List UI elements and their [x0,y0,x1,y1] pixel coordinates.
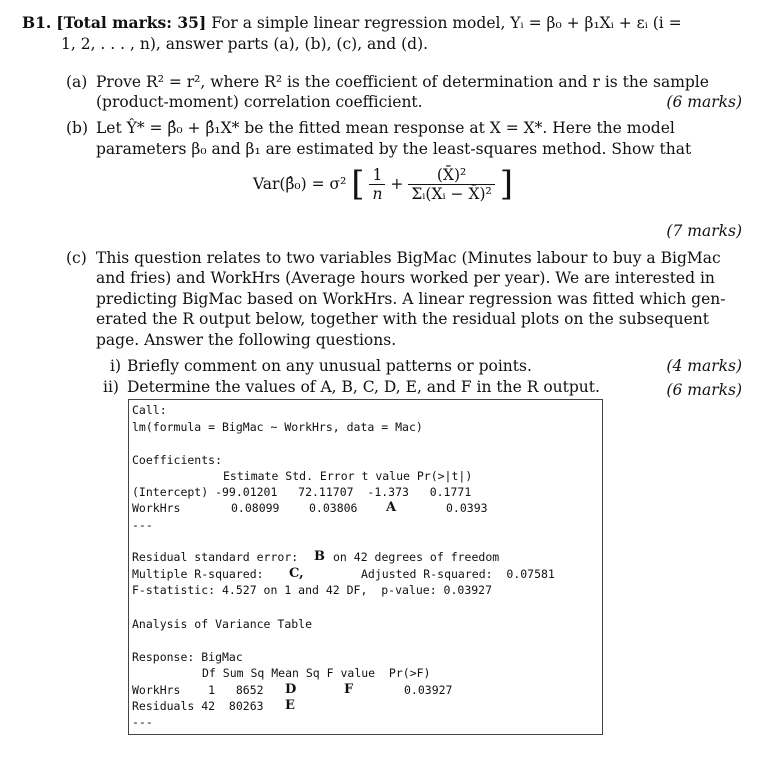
r-rse-suffix: on 42 degrees of freedom [333,550,500,564]
r-workhrs-se: 0.03806 [309,501,358,515]
part-c-line5: page. Answer the following questions. [96,331,397,349]
r-adj-r2: Adjusted R-squared: 0.07581 [361,567,555,581]
formula-close-bracket: ] [499,164,513,204]
part-c-line3: predicting BigMac based on WorkHrs. A linear regression was fitted which gen- [96,290,726,308]
question-header [22,13,682,33]
r-response: Response: BigMac [132,650,243,664]
r-anova-resid-prefix: Residuals 42 80263 [132,699,264,713]
r-anova-header: Analysis of Variance Table [132,617,313,631]
part-b-label: (b) [66,119,89,137]
part-a-marks: (6 marks) [666,93,742,111]
r-separator-2: --- [132,715,153,729]
variance-formula [253,164,513,204]
r-mr2-prefix: Multiple R-squared: [132,567,264,581]
formula-plus: + [390,175,404,193]
r-fstat: F-statistic: 4.527 on 1 and 42 DF, p-value: 0.03927 [132,583,493,597]
r-separator-1: --- [132,518,153,532]
placeholder-e: E [285,698,295,713]
placeholder-f: F [344,682,354,697]
sub-i-label: i) [110,357,122,375]
r-call-header: Call: [132,403,167,417]
placeholder-d: D [285,682,297,697]
r-output-box [128,399,603,735]
r-intercept-row: (Intercept) -99.01201 72.11707 -1.373 0.1771 [132,485,472,499]
part-a-line1: Prove R² = r², where R² is the coefficient of determination and r is the sample [96,73,709,91]
total-marks: [Total marks: 35] [56,13,207,32]
r-workhrs-p: 0.0393 [446,501,488,515]
placeholder-b: B [314,549,325,564]
sub-ii-marks: (6 marks) [666,381,742,399]
sub-ii-label: ii) [103,378,119,396]
formula-lhs: Var(β̂₀) = σ² [253,175,347,193]
sub-ii-text: Determine the values of A, B, C, D, E, and F in the R output. [127,378,600,396]
r-anova-workhrs-prefix: WorkHrs 1 8652 [132,683,264,697]
r-anova-workhrs-p: 0.03927 [404,683,453,697]
part-c-line1: This question relates to two variables BigMac (Minutes labour to buy a BigMac [96,249,721,267]
part-b-line1: Let Ŷ* = β̂₀ + β̂₁X* be the fitted mean response at X = X*. Here the model [96,119,675,137]
r-workhrs-estimate: 0.08099 [231,501,280,515]
part-b-line2: parameters β₀ and β₁ are estimated by the least-squares method. Show that [96,140,692,158]
r-coef-columns: Estimate Std. Error t value Pr(>|t|) [223,469,473,483]
question-intro-line2: 1, 2, . . . , n), answer parts (a), (b), (c), and (d). [61,35,429,53]
r-workhrs-name: WorkHrs [132,501,181,515]
question-label: B1. [22,13,52,32]
part-c-label: (c) [66,249,87,267]
part-a-label: (a) [66,73,88,91]
part-c-line2: and fries) and WorkHrs (Average hours worked per year). We are interested in [96,269,715,287]
formula-frac2: $\frac{\text{(X̄)²}}{\text{Σᵢ(Xᵢ − X̄)²}}$ [408,166,494,203]
placeholder-a: A [386,500,397,515]
question-intro-line1: For a simple linear regression model, Yᵢ = β₀ + β₁Xᵢ + εᵢ (i = [211,14,682,32]
r-call: lm(formula = BigMac ~ WorkHrs, data = Mac) [132,420,423,434]
placeholder-c: C, [289,566,304,581]
part-c-line4: erated the R output below, together with the residual plots on the subsequent [96,310,709,328]
sub-i-marks: (4 marks) [666,357,742,375]
r-coef-header: Coefficients: [132,453,223,467]
formula-frac1: $\frac{1}{n}$ [369,166,385,203]
part-a-line2: (product-moment) correlation coefficient. [96,93,423,111]
part-b-marks: (7 marks) [666,222,742,240]
sub-i-text: Briefly comment on any unusual patterns or points. [127,357,532,375]
r-anova-columns: Df Sum Sq Mean Sq F value Pr(>F) [202,666,431,680]
formula-open-bracket: [ [351,164,365,204]
r-rse-prefix: Residual standard error: [132,550,299,564]
